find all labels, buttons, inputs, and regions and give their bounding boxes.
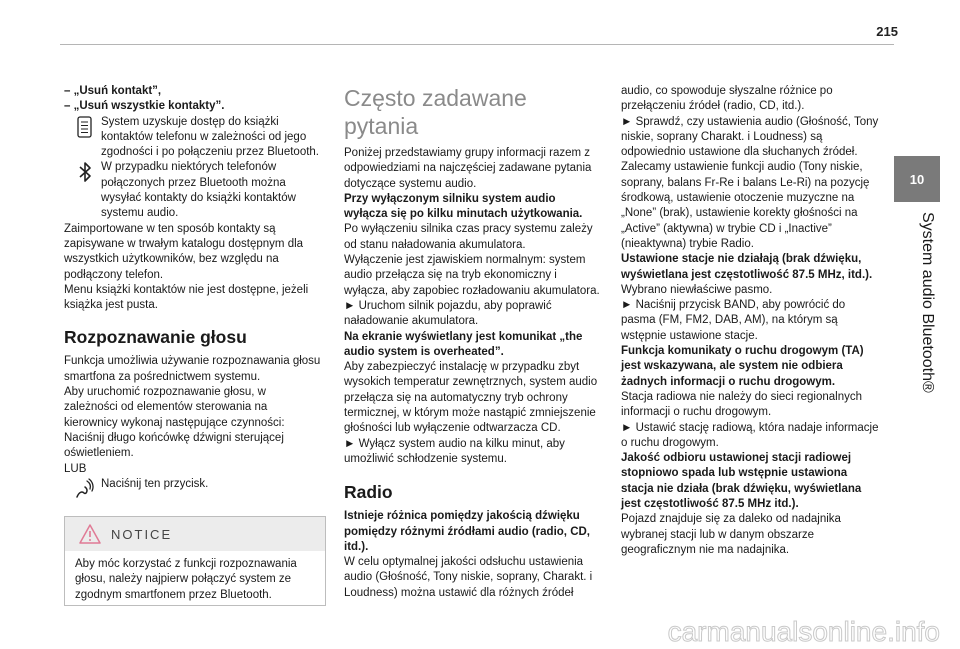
warning-triangle-icon [79, 524, 101, 544]
bluetooth-icon [74, 161, 96, 183]
column-2 [344, 84, 602, 601]
answer: W celu optymalnej jakości odsłuchu ustawienia audio (Głośność, Tony niskie, soprany, Charakt. i Loudness) można ustawić dla różnych źródeł [344, 556, 593, 599]
question: Istnieje różnica pomiędzy jakością dźwięku pomiędzy różnymi źródłami audio (radio, CD, itd.). [344, 510, 590, 553]
section-heading: Rozpoznawanie głosu [64, 327, 247, 348]
list-item: – „Usuń wszystkie kontakty”. [64, 100, 225, 113]
paragraph: Poniżej przedstawiamy grupy informacji razem z odpowiedziami na najczęściej zadawane pytania dotyczące systemu audio. [344, 147, 592, 190]
question: Na ekranie wyświetlany jest komunikat „the audio system is overheated”. [344, 330, 583, 358]
column-3 [621, 84, 879, 558]
voice-button-paragraph: Naciśnij ten przycisk. [64, 477, 322, 492]
answer: ► Ustawić stację radiową, która nadaje informacje o ruchu drogowym. [621, 421, 879, 449]
answer: Wyłączenie jest zjawiskiem normalnym: system audio przełącza się na tryb ekonomiczny i wyłącza, aby zapobiec rozładowaniu akumulatora. [344, 254, 600, 297]
notice-title: NOTICE [111, 526, 173, 542]
watermark [548, 614, 943, 648]
answer: Stacja radiowa nie należy do sieci regionalnych informacji o ruchu drogowym. [621, 390, 863, 419]
paragraph: LUB [64, 462, 87, 475]
answer: ► Naciśnij przycisk BAND, aby powrócić do pasma (FM, FM2, DAB, AM), na którym są wstępnie ustawione stacje. [621, 299, 846, 342]
section-heading: Radio [344, 482, 393, 503]
list-item: – „Usuń kontakt”, [64, 85, 162, 97]
paragraph: Zaimportowane w ten sposób kontakty są zapisywane w trwałym katalogu dostępnym dla wszystkich użytkowników, bez względu na podłączony telefon. [64, 222, 304, 281]
faq-heading: Często zadawane pytania [344, 85, 527, 139]
phone-book-icon [74, 116, 96, 138]
header-rule [60, 44, 894, 45]
paragraph: Funkcja umożliwia używanie rozpoznawania głosu smartfona za pośrednictwem systemu. [64, 355, 321, 383]
question: Jakość odbioru ustawionej stacji radiowej stopniowo spada lub wstępnie ustawiona stacja nie działa (brak dźwięku, wyświetlana jest częstotliwość 87.5 MHz itd.). [621, 452, 862, 511]
phone-book-paragraph: System uzyskuje dostęp do książki kontaktów telefonu w zależności od jego zgodności i po połączeniu przez Bluetooth. [64, 115, 322, 161]
question: Funkcja komunikaty o ruchu drogowym (TA) jest wskazywana, ale system nie odbiera żadnych informacji o ruchu drogowym. [621, 345, 864, 388]
paragraph: Aby uruchomić rozpoznawanie głosu, w zależności od elementów sterowania na kierownicy wykonaj następujące czynności: [64, 386, 285, 429]
voice-command-icon [74, 478, 96, 500]
notice-text: Aby móc korzystać z funkcji rozpoznawania głosu, należy najpierw połączyć system ze zgodnym smartfonem przez Bluetooth. [75, 558, 297, 601]
chapter-tab[interactable]: 10 [894, 156, 940, 202]
notice-box [64, 516, 326, 606]
notice-header [65, 517, 325, 551]
answer: ► Sprawdź, czy ustawienia audio (Głośność, Tony niskie, soprany Charakt. i Loudness) są odpowiednio ustawione dla słuchanych źródeł. Zalecamy ustawienie funkcji audio (Tony niskie, soprany, balans Fr-Re i balans Le-Ri) na pozycję środkową, ustawienie otoczenie muzyczne na „None” (brak), ustawienie korekty głośności na „Active” (aktywna) w trybie CD i „Inactive” (nieaktywna) trybie Radio. [621, 115, 879, 250]
answer: Aby zabezpieczyć instalację w przypadku zbyt wysokich temperatur zewnętrznych, system audio przełącza się na automatyczny tryb ochrony termicznej, w którym może nastąpić zmniejszenie głośności lub wyłączenie odtwarzacza CD. [344, 361, 598, 435]
chapter-title [920, 212, 936, 592]
question: Przy wyłączonym silniku system audio wyłącza się po kilku minutach użytkowania. [344, 192, 583, 221]
answer: audio, co spowoduje słyszalne różnice po przełączeniu źródeł (radio, CD, itd.). [621, 85, 833, 113]
answer: ► Uruchom silnik pojazdu, aby poprawić naładowanie akumulatora. [344, 299, 552, 328]
bluetooth-paragraph: W przypadku niektórych telefonów połączonych przez Bluetooth można wysyłać kontakty do książki kontaktów systemu audio. [64, 160, 322, 221]
paragraph: Naciśnij długo końcówkę dźwigni sterującej oświetleniem. [64, 431, 284, 460]
question: Ustawione stacje nie działają (brak dźwięku, wyświetlana jest częstotliwość 87.5 MHz, itd.). [621, 253, 873, 281]
paragraph: Menu książki kontaktów nie jest dostępne, jeżeli książka jest pusta. [64, 283, 309, 312]
watermark-text: carmanualsonline.info [667, 616, 940, 647]
answer: ► Wyłącz system audio na kilku minut, aby umożliwić schłodzenie systemu. [344, 437, 565, 465]
answer: Po wyłączeniu silnika czas pracy systemu zależy od stanu naładowania akumulatora. [344, 223, 593, 251]
chapter-title-text: System audio Bluetooth® [919, 212, 936, 393]
page-number: 215 [876, 24, 898, 39]
answer: Pojazd znajduje się za daleko od nadajnika wybranej stacji lub w danym obszarze geograficznym nie ma nadajnika. [621, 513, 841, 556]
answer: Wybrano niewłaściwe pasmo. [621, 283, 773, 296]
column-1 [64, 84, 322, 492]
